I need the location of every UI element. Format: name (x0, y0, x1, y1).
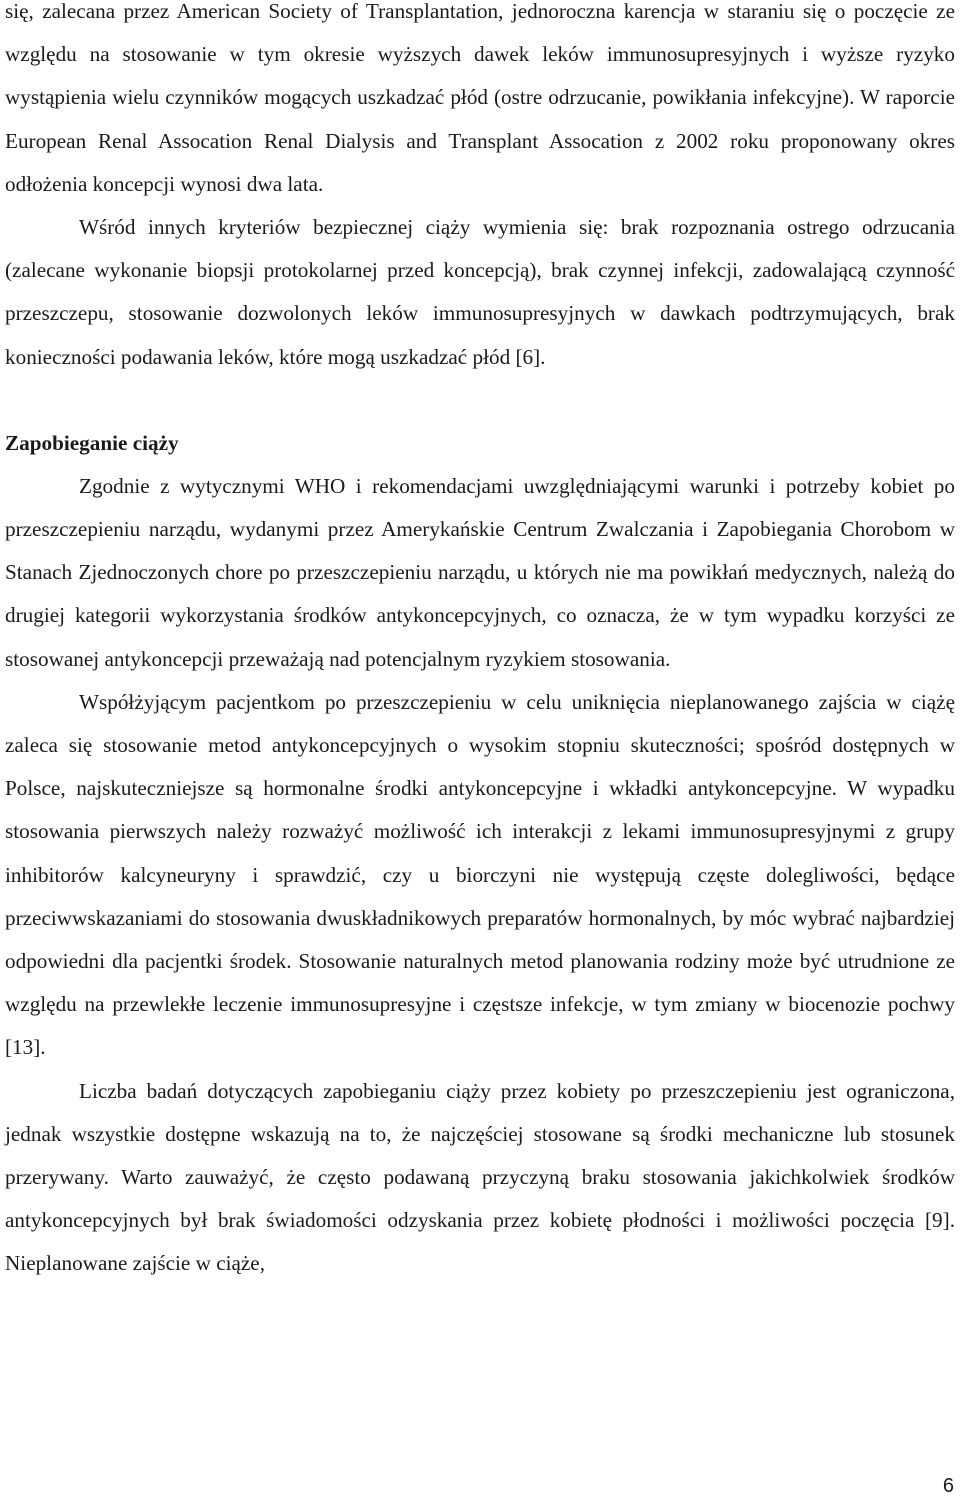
document-page (5, 0, 955, 1286)
paragraph-studies: Liczba badań dotyczących zapobieganiu ciąży przez kobiety po przeszczepieniu jest ograniczona, jednak wszystkie dostępne wskazują na to, że najczęściej stosowane są środki mechaniczne lub stosunek przerywany. Warto zauważyć, że często podawaną przyczyną braku stosowania jakichkolwiek środków antykoncepcyjnych był brak świadomości odzyskania przez kobietę płodności i możliwości poczęcia [9]. Nieplanowane zajście w ciąże, (5, 1078, 955, 1276)
section-heading: Zapobieganie ciąży (5, 430, 179, 455)
page-number: 6 (942, 1475, 954, 1497)
paragraph-criteria: Wśród innych kryteriów bezpiecznej ciąży wymienia się: brak rozpoznania ostrego odrzucania (zalecane wykonanie biopsji protokolarnej przed koncepcją), brak czynnej infekcji, zadowalającą czynność przeszczepu, stosowanie dozwolonych leków immunosupresyjnych w dawkach podtrzymujących, brak konieczności podawania leków, które mogą uszkadzać płód [6]. (5, 215, 955, 369)
paragraph-guidelines: Zgodnie z wytycznymi WHO i rekomendacjami uwzględniającymi warunki i potrzeby kobiet po przeszczepieniu narządu, wydanymi przez Amerykańskie Centrum Zwalczania i Zapobiegania Chorobom w Stanach Zjednoczonych chore po przeszczepieniu narządu, u których nie ma powikłań medycznych, należą do drugiej kategorii wykorzystania środków antykoncepcyjnych, co oznacza, że w tym wypadku korzyści ze stosowanej antykoncepcji przeważają nad potencjalnym ryzykiem stosowania. (5, 473, 955, 671)
section (5, 422, 955, 465)
paragraph-contraception-methods: Współżyjącym pacjentkom po przeszczepieniu w celu uniknięcia nieplanowanego zajścia w ciążę zaleca się stosowanie metod antykoncepcyjnych o wysokim stopniu skuteczności; spośród dostępnych w Polsce, najskuteczniejsze są hormonalne środki antykoncepcyjne i wkładki antykoncepcyjne. W wypadku stosowania pierwszych należy rozważyć możliwość ich interakcji z lekami immunosupresyjnymi z grupy inhibitorów kalcyneuryny i sprawdzić, czy u biorczyni nie występują częste dolegliwości, będące przeciwwskazaniami do stosowania dwuskładnikowych preparatów hormonalnych, by móc wybrać najbardziej odpowiedni dla pacjentki środek. Stosowanie naturalnych metod planowania rodziny może być utrudnione ze względu na przewlekłe leczenie immunosupresyjne i częstsze infekcje, w tym zmiany w biocenozie pochwy [13]. (5, 689, 955, 1060)
paragraph-continuation: się, zalecana przez American Society of Transplantation, jednoroczna karencja w staraniu się o poczęcie ze względu na stosowanie w tym okresie wyższych dawek leków immunosupresyjnych i wyższe ryzyko wystąpienia wielu czynników mogących uszkadzać płód (ostre odrzucanie, powikłania infekcyjne). W raporcie European Renal Assocation Renal Dialysis and Transplant Assocation z 2002 roku proponowany okres odłożenia koncepcji wynosi dwa lata. (5, 0, 955, 196)
